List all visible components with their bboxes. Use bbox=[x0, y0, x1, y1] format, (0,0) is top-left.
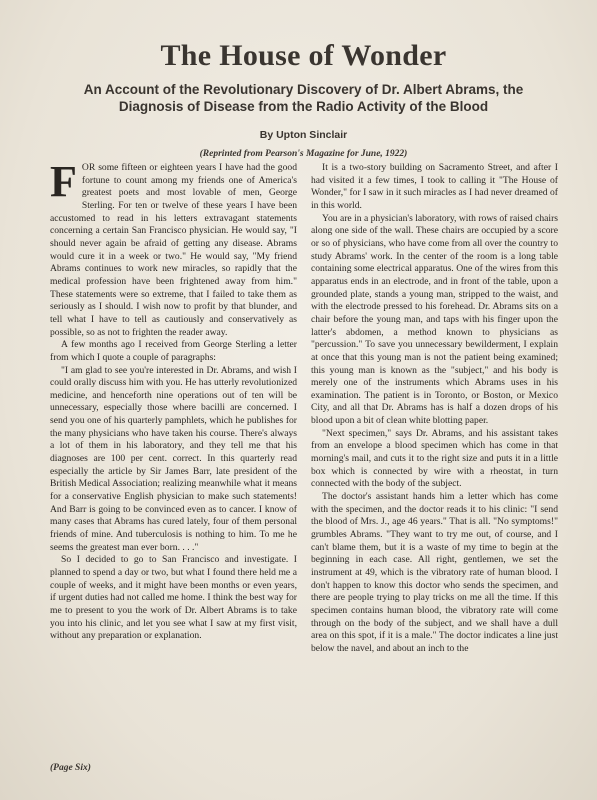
article-columns bbox=[50, 157, 558, 656]
drop-cap: F bbox=[50, 157, 77, 206]
paragraph: It is a two-story building on Sacramento Street, and after I had visited it a few times, I took to calling it "The House of Wonder," for I saw in it such miracles as I had never dreamed of in this world. bbox=[311, 162, 558, 211]
paragraph: "Next specimen," says Dr. Abrams, and his assistant takes from an envelope a blood specimen which has come in that morning's mail, and cuts it to the right size and puts it in a little box which is connected by wire with a rheostat, in turn connected with the body of the subject. bbox=[311, 427, 558, 490]
paragraph: You are in a physician's laboratory, with rows of raised chairs along one side of the wall. These chairs are occupied by a score or so of physicians, who have come from all over the country to study Abrams' work. In the center of the room is a long table containing some electrical apparatus. One of the wires from this apparatus ends in an electrode, and in front of the table, upon a grounded plate, stands a young man, stripped to the waist, and with the electrode pressed to his forehead. Dr. Abrams sits on a chair before the young man, and taps with his finger upon the latter's abdomen, a method known to physicians as "percussion." To save you unnecessary bewilderment, I explain at once that this young man is not the patient being examined; this young man is known as the "subject," and his body is merely one of the instruments which Abrams uses in his examination. The patient is in Toronto, or Boston, or Mexico City, and all that Dr. Abrams has is half a dozen drops of his blood upon a bit of clean white blotting paper. bbox=[311, 212, 558, 427]
subtitle-line-1: An Account of the Revolutionary Discovery of Dr. Albert Abrams, the bbox=[83, 82, 524, 97]
paragraph: So I decided to go to San Francisco and investigate. I planned to spend a day or two, but what I found there held me a couple of weeks, and it might have been months or even years, if urgent duties had not called me home. I think the best way for me to present to you the work of Dr. Albert Abrams is to take you into his clinic, and let you see what I saw at my first visit, without any preparation or explanation. bbox=[50, 554, 297, 642]
subtitle-line-2: Diagnosis of Disease from the Radio Activity of the Blood bbox=[118, 99, 489, 114]
article-title: The House of Wonder bbox=[160, 39, 447, 72]
paragraph: "I am glad to see you're interested in Dr. Abrams, and wish I could orally discuss him with you. He has utterly revolutionized medicine, and henceforth nine operations out of ten will be unnecessary, especially those where bacilli are concerned. I send you one of his quarterly pamphlets, which he publishes for the many physicians who have taken his course. There's always a lot of them in his laboratory, and they tell me that his diagnoses are 100 per cent. correct. In this quarterly read especially the article by Sir James Barr, late president of the British Medical Association; realizing meanwhile what it means for a conservative English physician to make such statements! And Barr is going to be convinced even as to cancer. I know of many cases that Abrams has cured lately, four of them personal friends of mine. And tuberculosis is nothing to him. To me he seems the greatest man ever born. . . ." bbox=[50, 364, 297, 553]
left-column bbox=[50, 157, 297, 656]
paragraph bbox=[50, 157, 297, 339]
right-column bbox=[311, 162, 558, 656]
article-subtitle bbox=[50, 81, 557, 115]
paragraph: A few months ago I received from George Sterling a letter from which I quote a couple of paragraphs: bbox=[50, 339, 297, 363]
byline: By Upton Sinclair bbox=[259, 129, 348, 141]
reprint-note: (Reprinted from Pearson's Magazine for June, 1922) bbox=[199, 149, 408, 159]
lead-in-text: OR bbox=[81, 162, 96, 173]
page-number: (Page Six) bbox=[50, 763, 91, 773]
paragraph: The doctor's assistant hands him a letter which has come with the specimen, and the doctor reads it to his clinic: "I send the blood of Mrs. J., age 46 years." That is all. "No symptoms!" grumbles Abrams. "They want to try me out, of course, and I can't blame them, but it is a waste of my time to begin at the beginning in each case. All right, gentlemen, we set the instrument at 49, which is the vibratory rate of human blood. I don't happen to know this doctor who sends the specimen, and there are people trying to play tricks on me all the time. If this specimen contains human blood, the vibratory rate will come through on the body of the subject, and we shall have a dull area on this spot, if it is a male." The doctor indicates a line just below the navel, and about an inch to the bbox=[311, 491, 558, 654]
paragraph-text: some fifteen or eighteen years I have had the good fortune to count among my friends one of America's greatest poets and most lovable of men, George Sterling. For ten or twelve of these years I have been accustomed to read in his letters extravagant statements concerning a certain San Francisco physician. He would say, "I should never again be afraid of getting any disease. Abrams would cure it in a week or two." He would say, "My friend Abrams continues to work new miracles, so rapidly that the medical profession have been frightened away from him." These statements were so extreme, that I failed to take them as seriously as I should. I wish now to profit by that blunder, and tell what I have to tell as cautiously and conservatively as possible, so as not to frighten the reader away. bbox=[50, 162, 297, 338]
